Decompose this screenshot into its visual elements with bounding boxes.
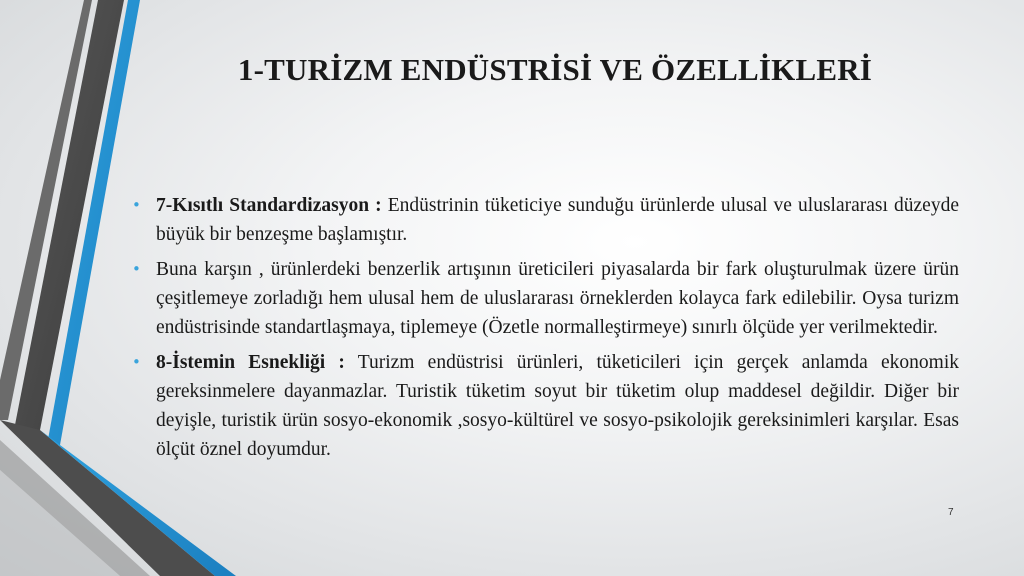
bullet-item-urun-cesitleme bbox=[132, 255, 959, 342]
slide-title: 1-TURİZM ENDÜSTRİSİ VE ÖZELLİKLERİ bbox=[237, 52, 873, 87]
bullet-icon: • bbox=[132, 353, 141, 371]
bullet-icon: • bbox=[132, 196, 141, 214]
page-number: 7 bbox=[948, 507, 954, 518]
bullet-item-istemin-esnekligi bbox=[132, 348, 959, 464]
bullet-text: Buna karşın , ürünlerdeki benzerlik artışının üreticileri piyasalarda bir fark oluşturulmak üzere ürün çeşitlemeye zorladığı hem ulusal hem de uluslararası örneklerden kolayca fark edilebilir. Oysa turizm endüstrisinde standartlaşmaya, tiplemeye (Özetle normalleştirmeye) sınırlı ölçüde yer verilmektedir. bbox=[156, 259, 959, 338]
bullet-heading: 7-Kısıtlı Standardizasyon : bbox=[156, 195, 382, 216]
slide-content bbox=[132, 191, 959, 470]
bullet-text: Turizm endüstrisi ürünleri, tüketicileri için gerçek anlamda ekonomik gereksinmelere dayanmazlar. Turistik tüketim soyut bir tüketim olup maddesel değildir. Diğer bir deyişle, turistik ürün sosyo-ekonomik ,sosyo-kültürel ve sosyo-psikolojik gereksinimleri karşılar. Esas ölçüt öznel doyumdur. bbox=[156, 352, 960, 460]
bullet-heading: 8-İstemin Esnekliği : bbox=[156, 352, 345, 373]
bullet-text: Endüstrinin tüketiciye sunduğu ürünlerde ulusal ve uluslararası düzeyde büyük bir benzeşme başlamıştır. bbox=[156, 195, 959, 245]
bullet-icon: • bbox=[132, 260, 141, 278]
bullet-item-kisitli-standardizasyon bbox=[132, 191, 959, 249]
